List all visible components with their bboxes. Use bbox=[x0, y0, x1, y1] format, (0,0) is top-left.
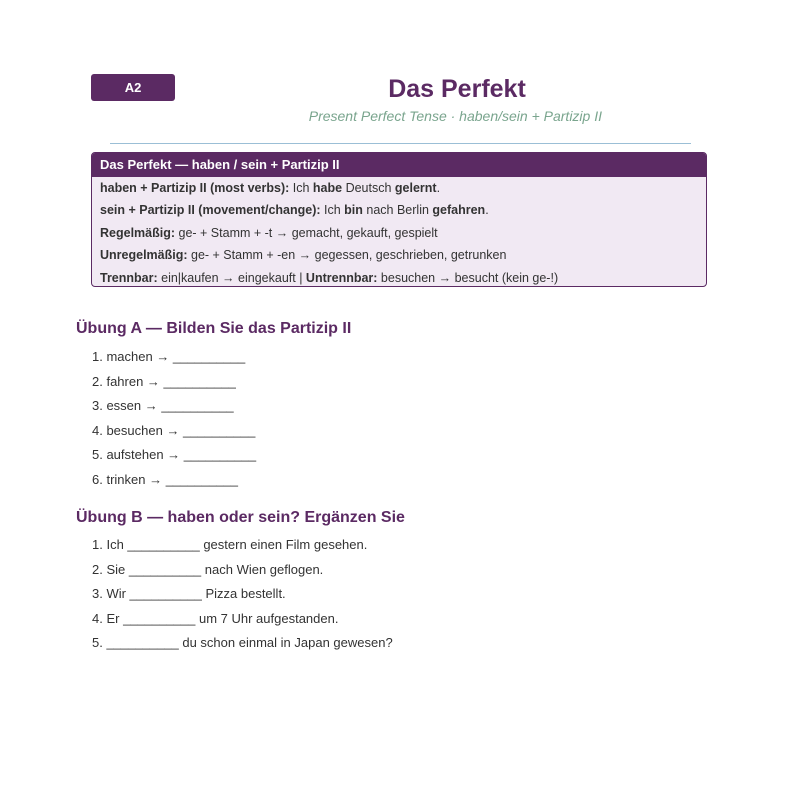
grammar-rule-text: ge- + Stamm + -en → gegessen, geschrieben, getrunken bbox=[187, 248, 507, 263]
grammar-rule-emphasis: Trennbar: bbox=[100, 270, 158, 285]
grammar-rule-text: Deutsch bbox=[342, 181, 395, 195]
exercise-a-title: Übung A — Bilden Sie das Partizip II bbox=[76, 320, 352, 337]
grammar-rule-text: . bbox=[485, 203, 489, 218]
grammar-rule-text: ge- + Stamm + -t → gemacht, gekauft, gespielt bbox=[175, 225, 438, 240]
title-divider bbox=[110, 143, 691, 144]
grammar-rules bbox=[92, 177, 706, 287]
exercise-b-item: 3. Wir __________ Pizza bestellt. bbox=[92, 586, 286, 601]
exercise-a-list bbox=[92, 345, 256, 492]
exercise-b-item: 4. Er __________ um 7 Uhr aufgestanden. bbox=[92, 610, 339, 626]
grammar-rule-text: nach Berlin bbox=[362, 203, 433, 218]
grammar-box bbox=[91, 152, 707, 287]
exercise-a-item: 5. aufstehen → __________ bbox=[92, 447, 257, 462]
exercise-b-item: 2. Sie __________ nach Wien geflogen. bbox=[92, 561, 324, 577]
grammar-box-title: Das Perfekt — haben / sein + Partizip II bbox=[92, 153, 706, 177]
grammar-rule-row bbox=[100, 177, 698, 199]
grammar-rule-text: . bbox=[436, 181, 441, 195]
exercise-b-item: 1. Ich __________ gestern einen Film gesehen. bbox=[92, 537, 368, 552]
grammar-rule-text: Ich bbox=[320, 203, 345, 218]
grammar-rule-emphasis: Unregelmäßig: bbox=[100, 248, 188, 263]
page-title: Das Perfekt bbox=[388, 75, 526, 103]
grammar-rule-emphasis: bin bbox=[344, 203, 363, 218]
grammar-rule-row bbox=[100, 267, 698, 287]
grammar-rule-emphasis: habe bbox=[312, 181, 343, 195]
grammar-rule-text: ein|kaufen → eingekauft | bbox=[157, 270, 306, 285]
exercise-b-title: Übung B — haben oder sein? Ergänzen Sie bbox=[76, 509, 405, 526]
grammar-rule-row bbox=[100, 222, 698, 244]
exercise-a-item: 4. besuchen → __________ bbox=[92, 422, 256, 438]
grammar-rule-emphasis: sein + Partizip II (movement/change): bbox=[100, 203, 321, 218]
grammar-rule-emphasis: haben + Partizip II (most verbs): bbox=[100, 181, 290, 195]
grammar-rule-row bbox=[100, 244, 698, 266]
grammar-rule-text: besuchen → besucht (kein ge-!) bbox=[377, 270, 559, 285]
exercise-a-item: 1. machen → __________ bbox=[92, 349, 246, 364]
exercise-b-list bbox=[92, 533, 393, 656]
grammar-rule-emphasis: Regelmäßig: bbox=[100, 225, 176, 240]
exercise-a-item: 2. fahren → __________ bbox=[92, 373, 236, 389]
grammar-rule-text: Ich bbox=[289, 181, 313, 195]
grammar-rule-emphasis: Untrennbar: bbox=[305, 270, 378, 285]
level-badge: A2 bbox=[91, 74, 175, 101]
exercise-a-item: 3. essen → __________ bbox=[92, 398, 234, 413]
exercise-a-item: 6. trinken → __________ bbox=[92, 471, 238, 487]
grammar-rule-row bbox=[100, 199, 698, 221]
page-subtitle: Present Perfect Tense · haben/sein + Partizip II bbox=[308, 108, 602, 124]
grammar-rule-emphasis: gefahren bbox=[432, 203, 486, 218]
grammar-rule-emphasis: gelernt bbox=[394, 181, 437, 195]
exercise-b-item: 5. __________ du schon einmal in Japan gewesen? bbox=[92, 635, 393, 650]
